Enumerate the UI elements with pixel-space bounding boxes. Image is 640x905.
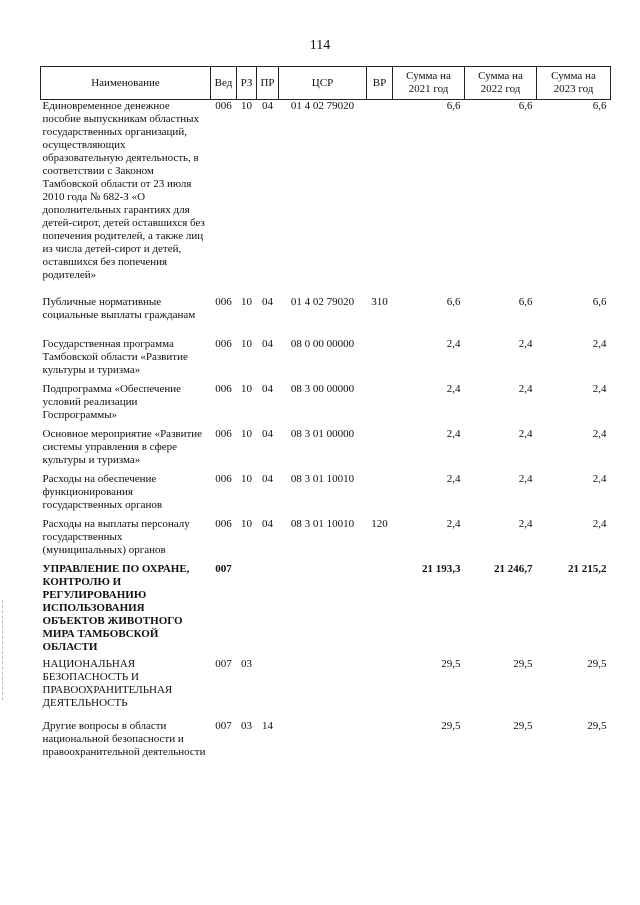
row-sum-2022: 29,5 <box>513 719 533 732</box>
row-csr: 01 4 02 79020 <box>290 100 355 112</box>
row-name: Подпрограмма «Обеспечение условий реализации Госпрограммы» <box>42 382 181 421</box>
row-vr: 310 <box>371 295 388 308</box>
row-sum-2022: 2,4 <box>518 337 533 350</box>
row-csr: 01 4 02 79020 <box>290 295 355 308</box>
row-ved: 006 <box>215 337 232 350</box>
row-name: Расходы на обеспечение функционирования государственных органов <box>42 472 163 511</box>
row-csr <box>279 720 367 785</box>
row-ved: 006 <box>215 517 232 530</box>
row-pr: 04 <box>262 100 273 112</box>
budget-table <box>40 66 611 785</box>
row-sum-2021: 29,5 <box>441 719 461 732</box>
row-ved: 006 <box>215 382 232 395</box>
row-ved: 007 <box>215 657 232 670</box>
row-sum-2022: 2,4 <box>518 382 533 395</box>
row-sum-2022: 29,5 <box>513 657 533 670</box>
row-sum-2023: 2,4 <box>592 427 607 440</box>
row-sum-2023: 2,4 <box>592 337 607 350</box>
row-sum-2023: 6,6 <box>592 100 607 112</box>
row-ved: 007 <box>215 562 232 575</box>
row-sum-2021: 2,4 <box>446 337 461 350</box>
row-pr: 04 <box>262 382 273 395</box>
table-row <box>41 296 611 338</box>
header-vr: ВР <box>367 67 393 100</box>
row-sum-2022: 2,4 <box>518 517 533 530</box>
row-sum-2021: 2,4 <box>446 382 461 395</box>
row-name: Публичные нормативные социальные выплаты гражданам <box>42 295 196 321</box>
header-ved: Вед <box>211 67 237 100</box>
row-csr <box>279 563 367 658</box>
row-ved: 007 <box>215 719 232 732</box>
row-sum-2021: 6,6 <box>446 100 461 112</box>
table-row <box>41 658 611 720</box>
row-sum-2023: 21 215,2 <box>568 562 607 575</box>
table-row <box>41 100 611 296</box>
row-pr <box>257 658 279 720</box>
row-vr <box>367 563 393 658</box>
row-sum-2022: 6,6 <box>518 100 533 112</box>
row-name: УПРАВЛЕНИЕ ПО ОХРАНЕ, КОНТРОЛЮ И РЕГУЛИРОВАНИЮ ИСПОЛЬЗОВАНИЯ ОБЪЕКТОВ ЖИВОТНОГО МИРА ТАМБОВСКОЙ ОБЛАСТИ <box>42 562 190 653</box>
row-vr <box>367 100 393 296</box>
row-csr: 08 3 01 10010 <box>290 517 355 530</box>
row-csr: 08 3 01 00000 <box>290 427 355 440</box>
row-rz: 10 <box>241 517 252 530</box>
row-name: Другие вопросы в области национальной безопасности и правоохранительной деятельности <box>42 719 206 758</box>
row-csr <box>279 658 367 720</box>
row-ved: 006 <box>215 472 232 485</box>
row-rz: 10 <box>241 100 252 112</box>
header-name: Наименование <box>41 67 211 100</box>
row-csr: 08 3 00 00000 <box>290 382 355 395</box>
table-row <box>41 338 611 383</box>
row-csr: 08 0 00 00000 <box>290 337 355 350</box>
row-sum-2022: 6,6 <box>518 295 533 308</box>
row-sum-2023: 6,6 <box>592 295 607 308</box>
row-name: Государственная программа Тамбовской области «Развитие культуры и туризма» <box>42 337 188 376</box>
row-sum-2021: 6,6 <box>446 295 461 308</box>
row-pr: 14 <box>262 719 273 732</box>
scan-margin-mark <box>2 600 6 700</box>
page-number: 114 <box>309 38 331 53</box>
table-row <box>41 383 611 428</box>
row-sum-2022: 21 246,7 <box>494 562 533 575</box>
row-sum-2022: 2,4 <box>518 427 533 440</box>
row-rz: 10 <box>241 472 252 485</box>
row-sum-2023: 2,4 <box>592 472 607 485</box>
header-pr: ПР <box>257 67 279 100</box>
row-sum-2023: 29,5 <box>587 719 607 732</box>
table-header-row <box>41 67 611 100</box>
header-csr: ЦСР <box>279 67 367 100</box>
table-row <box>41 720 611 785</box>
row-sum-2021: 2,4 <box>446 472 461 485</box>
row-ved: 006 <box>215 100 232 112</box>
row-sum-2021: 2,4 <box>446 517 461 530</box>
row-sum-2021: 29,5 <box>441 657 461 670</box>
table-row <box>41 518 611 563</box>
table-row <box>41 473 611 518</box>
row-pr: 04 <box>262 295 273 308</box>
row-rz: 03 <box>241 719 252 732</box>
row-csr: 08 3 01 10010 <box>290 472 355 485</box>
table-row <box>41 563 611 658</box>
row-sum-2021: 21 193,3 <box>422 562 461 575</box>
row-vr <box>367 383 393 428</box>
row-sum-2023: 29,5 <box>587 657 607 670</box>
row-vr <box>367 338 393 383</box>
row-rz: 10 <box>241 295 252 308</box>
row-rz: 03 <box>241 657 252 670</box>
row-pr: 04 <box>262 337 273 350</box>
table-row <box>41 428 611 473</box>
row-pr: 04 <box>262 472 273 485</box>
row-vr <box>367 658 393 720</box>
header-rz: РЗ <box>237 67 257 100</box>
header-sum-2021: Сумма на 2021 год <box>393 67 465 100</box>
row-name: Основное мероприятие «Развитие системы управления в сфере культуры и туризма» <box>42 427 203 466</box>
row-vr <box>367 720 393 785</box>
row-rz <box>237 563 257 658</box>
row-pr <box>257 563 279 658</box>
row-sum-2023: 2,4 <box>592 517 607 530</box>
row-pr: 04 <box>262 427 273 440</box>
row-name: Расходы на выплаты персоналу государственных (муниципальных) органов <box>42 517 190 556</box>
row-ved: 006 <box>215 427 232 440</box>
row-ved: 006 <box>215 295 232 308</box>
row-sum-2023: 2,4 <box>592 382 607 395</box>
row-sum-2022: 2,4 <box>518 472 533 485</box>
row-sum-2021: 2,4 <box>446 427 461 440</box>
row-pr: 04 <box>262 517 273 530</box>
row-vr <box>367 473 393 518</box>
header-sum-2023: Сумма на 2023 год <box>537 67 611 100</box>
header-sum-2022: Сумма на 2022 год <box>465 67 537 100</box>
row-rz: 10 <box>241 382 252 395</box>
row-vr: 120 <box>371 517 388 530</box>
row-name: Единовременное денежное пособие выпускникам областных государственных организаций, осуществляющих образовательную деятельность, в соответствии с Законом Тамбовской области от 23 июля 2010 года № 682-З «О дополнительных гарантиях для детей-сирот, детей оставшихся без попечения родителей, а также лиц из числа детей-сирот и детей, оставшихся без попечения родителей» <box>42 100 205 281</box>
row-name: НАЦИОНАЛЬНАЯ БЕЗОПАСНОСТЬ И ПРАВООХРАНИТЕЛЬНАЯ ДЕЯТЕЛЬНОСТЬ <box>42 657 173 709</box>
row-rz: 10 <box>241 337 252 350</box>
row-vr <box>367 428 393 473</box>
row-rz: 10 <box>241 427 252 440</box>
